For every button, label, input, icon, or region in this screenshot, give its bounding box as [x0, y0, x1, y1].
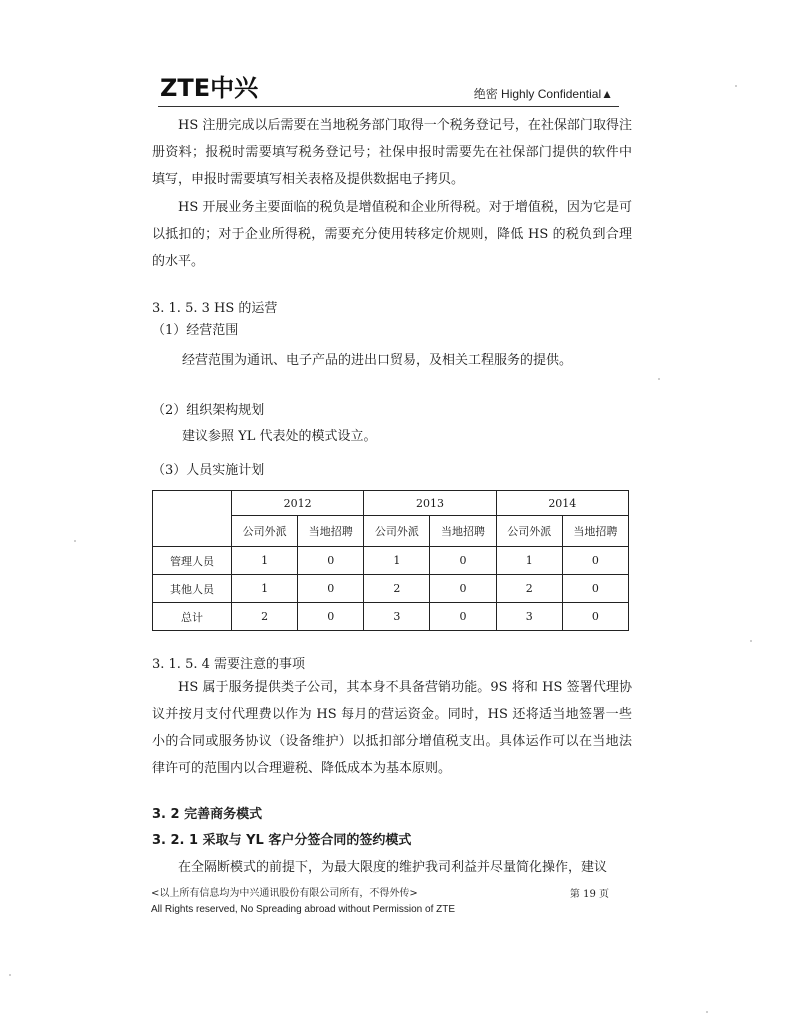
table-corner-cell [153, 491, 232, 547]
subheader-expat: 公司外派 [364, 516, 430, 547]
paragraph-registration: HS 注册完成以后需要在当地税务部门取得一个税务登记号，在社保部门取得注册资料；报税时需要填写税务登记号；社保申报时需要先在社保部门提供的软件中填写，申报时需要填写相关表格及提供数据电子拷贝。 [152, 118, 632, 187]
subheading-org-structure: （2）组织架构规划 [152, 403, 265, 418]
table-cell: 1 [232, 575, 298, 603]
scan-speck [9, 974, 11, 976]
table-row [153, 603, 629, 631]
org-structure-text: 建议参照 YL 代表处的模式设立。 [182, 429, 377, 444]
subheading-business-scope: （1）经营范围 [152, 323, 239, 338]
year-2014: 2014 [496, 491, 628, 516]
table-cell: 2 [232, 603, 298, 631]
header-divider [158, 106, 619, 107]
scan-speck [735, 85, 737, 87]
table-cell: 1 [232, 547, 298, 575]
table-cell: 0 [430, 603, 496, 631]
subheader-local: 当地招聘 [562, 516, 628, 547]
paragraph-tax: HS 开展业务主要面临的税负是增值税和企业所得税。对于增值税，因为它是可以抵扣的；对于企业所得税，需要充分使用转移定价规则，降低 HS 的税负到合理的水平。 [152, 200, 632, 269]
section-heading-3153: 3. 1. 5. 3 HS 的运营 [152, 301, 278, 316]
row-label: 管理人员 [153, 547, 232, 575]
business-scope-text: 经营范围为通讯、电子产品的进出口贸易，及相关工程服务的提供。 [182, 353, 573, 368]
footer-confidential-cn: <以上所有信息均为中兴通讯股份有限公司所有，不得外传> [151, 888, 418, 899]
scan-speck [750, 640, 752, 642]
footer-confidential-en: All Rights reserved, No Spreading abroad without Permission of ZTE [151, 904, 456, 915]
year-2013: 2013 [364, 491, 496, 516]
table-cell: 0 [430, 575, 496, 603]
table-cell: 0 [562, 603, 628, 631]
table-cell: 0 [298, 575, 364, 603]
subheader-expat: 公司外派 [232, 516, 298, 547]
table-cell: 1 [496, 547, 562, 575]
year-2012: 2012 [232, 491, 364, 516]
table-cell: 0 [430, 547, 496, 575]
section-heading-32: 3. 2 完善商务模式 [152, 807, 263, 822]
zte-logo: ZTE中兴 [160, 74, 259, 102]
confidentiality-label: 绝密 Highly Confidential▲ [473, 87, 613, 101]
row-label: 总计 [153, 603, 232, 631]
section-heading-321: 3. 2. 1 采取与 YL 客户分签合同的签约模式 [152, 833, 412, 848]
page-number: 第 19 页 [569, 889, 609, 900]
table-row [153, 575, 629, 603]
paragraph-notes: HS 属于服务提供类子公司，其本身不具备营销功能。9S 将和 HS 签署代理协议并按月支付代理费以作为 HS 每月的营运资金。同时，HS 还将适当地签署一些小的合同或服务协议（设备维护）以抵扣部分增值税支出。具体运作可以在当地法律许可的范围内以合理避税、降低成本为基本原则。 [152, 680, 632, 776]
subheader-expat: 公司外派 [496, 516, 562, 547]
table-row [153, 547, 629, 575]
table-cell: 3 [364, 603, 430, 631]
subheading-staffing-plan: （3）人员实施计划 [152, 463, 265, 478]
table-year-row [153, 491, 629, 516]
scan-speck [706, 1011, 708, 1013]
table-cell: 1 [364, 547, 430, 575]
table-cell: 0 [298, 547, 364, 575]
table-cell: 2 [364, 575, 430, 603]
table-cell: 0 [298, 603, 364, 631]
table-cell: 0 [562, 547, 628, 575]
staffing-table [152, 490, 629, 631]
section-heading-3154: 3. 1. 5. 4 需要注意的事项 [152, 657, 306, 672]
row-label: 其他人员 [153, 575, 232, 603]
paragraph-contract-model: 在全隔断模式的前提下，为最大限度的维护我司利益并尽量简化操作，建议 [178, 860, 608, 875]
subheader-local: 当地招聘 [430, 516, 496, 547]
table-cell: 2 [496, 575, 562, 603]
table-cell: 0 [562, 575, 628, 603]
scan-speck [658, 378, 660, 380]
subheader-local: 当地招聘 [298, 516, 364, 547]
scan-speck [74, 540, 76, 542]
table-cell: 3 [496, 603, 562, 631]
